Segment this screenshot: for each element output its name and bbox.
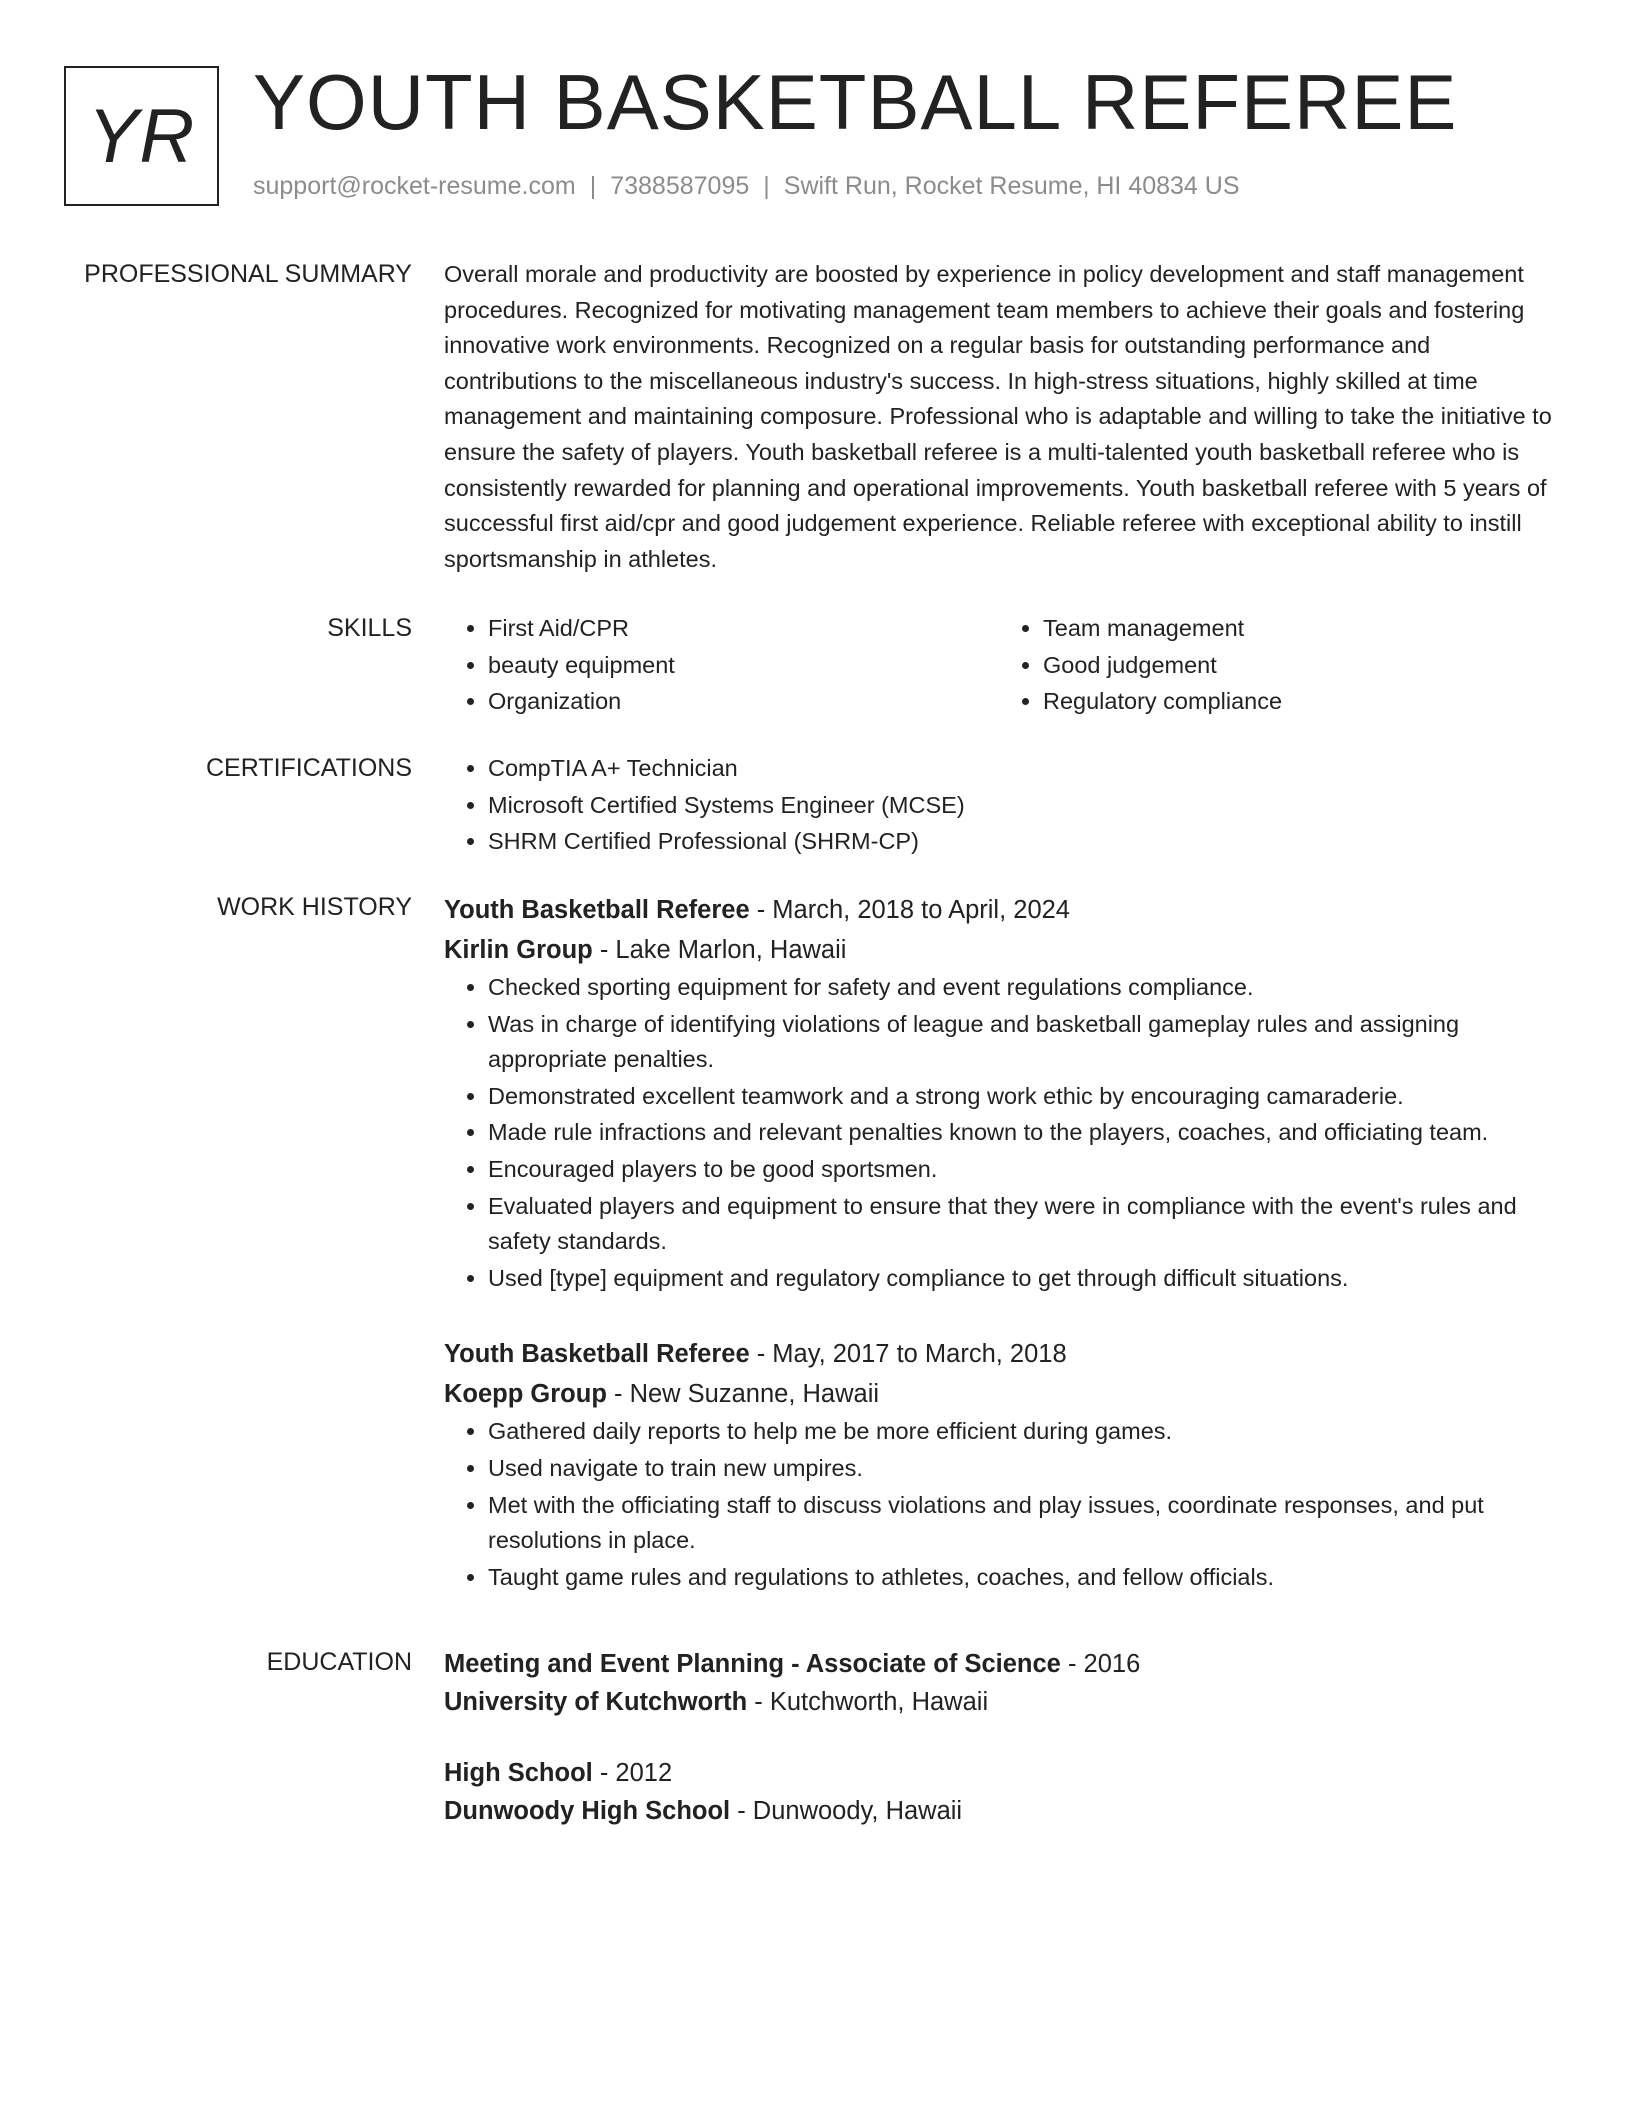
- job-duty: • Gathered daily reports to help me be more efficient during games.: [488, 1414, 1554, 1450]
- job-duty: • Taught game rules and regulations to athletes, coaches, and fellow officials.: [488, 1560, 1554, 1596]
- job-company-line: [444, 1374, 1554, 1414]
- job-entry: [444, 1334, 1554, 1595]
- job-title-line: [444, 1334, 1554, 1374]
- skill-item: • Team management: [1043, 611, 1554, 647]
- job-duty: • Evaluated players and equipment to ensure that they were in compliance with the event's rules and safety standards.: [488, 1189, 1554, 1260]
- resume-title: YOUTH BASKETBALL REFEREE: [253, 58, 1458, 146]
- education-entry: [444, 1645, 1554, 1721]
- job-location: - New Suzanne, Hawaii: [606, 1380, 880, 1409]
- certifications-body: [444, 751, 1554, 860]
- job-company: Koepp Group: [444, 1380, 607, 1409]
- job-title-line: [444, 890, 1554, 930]
- initials-monogram: YR: [64, 66, 219, 206]
- job-company-line: [444, 930, 1554, 970]
- job-title: Youth Basketball Referee: [444, 1340, 750, 1369]
- job-duty: • Used [type] equipment and regulatory compliance to get through difficult situations.: [488, 1261, 1554, 1297]
- skills-grid: [444, 611, 1554, 720]
- education-body: [444, 1645, 1554, 1830]
- contact-separator: |: [763, 172, 770, 200]
- work-history-body: [444, 890, 1554, 1595]
- job-title: Youth Basketball Referee: [444, 896, 750, 924]
- education-location: - Kutchworth, Hawaii: [747, 1688, 989, 1716]
- skills-body: [444, 611, 1554, 720]
- certification-item: • Microsoft Certified Systems Engineer (MCSE): [488, 788, 1554, 824]
- certification-item: • SHRM Certified Professional (SHRM-CP): [488, 824, 1554, 860]
- education-entry: [444, 1754, 1554, 1830]
- skill-item: • Organization: [488, 684, 999, 720]
- education-degree-line: [444, 1645, 1554, 1683]
- job-duties-list: [444, 970, 1554, 1296]
- skills-heading: SKILLS: [327, 614, 412, 642]
- skills-column-1: [444, 611, 999, 720]
- job-company: Kirlin Group: [444, 936, 593, 964]
- summary-heading: PROFESSIONAL SUMMARY: [84, 260, 412, 288]
- skill-item: • Good judgement: [1043, 648, 1554, 684]
- education-year: - 2016: [1060, 1650, 1141, 1678]
- job-duty: • Made rule infractions and relevant penalties known to the players, coaches, and officiating team.: [488, 1115, 1554, 1151]
- education-degree: Meeting and Event Planning - Associate of Science: [444, 1650, 1061, 1678]
- education-school-line: [444, 1683, 1554, 1721]
- skill-item: • Regulatory compliance: [1043, 684, 1554, 720]
- job-dates: - March, 2018 to April, 2024: [749, 896, 1070, 924]
- job-duty: • Demonstrated excellent teamwork and a strong work ethic by encouraging camaraderie.: [488, 1079, 1554, 1115]
- certifications-list: [444, 751, 1554, 860]
- job-duty: • Was in charge of identifying violations of league and basketball gameplay rules and assigning appropriate penalties.: [488, 1007, 1554, 1078]
- job-duty: • Checked sporting equipment for safety and event regulations compliance.: [488, 970, 1554, 1006]
- job-entry: [444, 890, 1554, 1296]
- certifications-heading: CERTIFICATIONS: [205, 754, 412, 782]
- education-degree: High School: [444, 1759, 593, 1787]
- job-duty: • Used navigate to train new umpires.: [488, 1451, 1554, 1487]
- job-location: - Lake Marlon, Hawaii: [592, 936, 847, 964]
- contact-address: Swift Run, Rocket Resume, HI 40834 US: [783, 172, 1240, 200]
- job-duty: • Encouraged players to be good sportsmen.: [488, 1152, 1554, 1188]
- contact-separator: |: [589, 172, 597, 200]
- job-duty: • Met with the officiating staff to discuss violations and play issues, coordinate responses, and put resolutions in place.: [488, 1488, 1554, 1559]
- certification-item: • CompTIA A+ Technician: [488, 751, 1554, 787]
- education-location: - Dunwoody, Hawaii: [730, 1797, 963, 1825]
- education-school-line: [444, 1792, 1554, 1830]
- education-school: University of Kutchworth: [444, 1688, 748, 1716]
- contact-line: [253, 172, 1240, 201]
- contact-phone: 7388587095: [610, 172, 750, 200]
- summary-text: Overall morale and productivity are boosted by experience in policy development and staff management procedures. Recognized for motivating management team members to achieve their goals and fostering innovative work environments. Recognized on a regular basis for outstanding performance and contributions to the miscellaneous industry's success. In high-stress situations, highly skilled at time management and maintaining composure. Professional who is adaptable and willing to take the initiative to ensure the safety of players. Youth basketball referee is a multi-talented youth basketball referee who is consistently rewarded for planning and operational improvements. Youth basketball referee with 5 years of successful first aid/cpr and good judgement experience. Reliable referee with exceptional ability to instill sportsmanship in athletes.: [444, 261, 1552, 572]
- education-school: Dunwoody High School: [444, 1797, 731, 1825]
- job-dates: - May, 2017 to March, 2018: [749, 1340, 1067, 1369]
- work-history-heading: WORK HISTORY: [217, 893, 412, 921]
- education-heading: EDUCATION: [266, 1648, 412, 1676]
- job-duties-list: [444, 1414, 1554, 1595]
- contact-email[interactable]: support@rocket-resume.com: [253, 172, 576, 200]
- skill-item: • First Aid/CPR: [488, 611, 999, 647]
- education-degree-line: [444, 1754, 1554, 1792]
- skill-item: • beauty equipment: [488, 648, 999, 684]
- skills-column-2: [999, 611, 1554, 720]
- education-year: - 2012: [592, 1759, 673, 1787]
